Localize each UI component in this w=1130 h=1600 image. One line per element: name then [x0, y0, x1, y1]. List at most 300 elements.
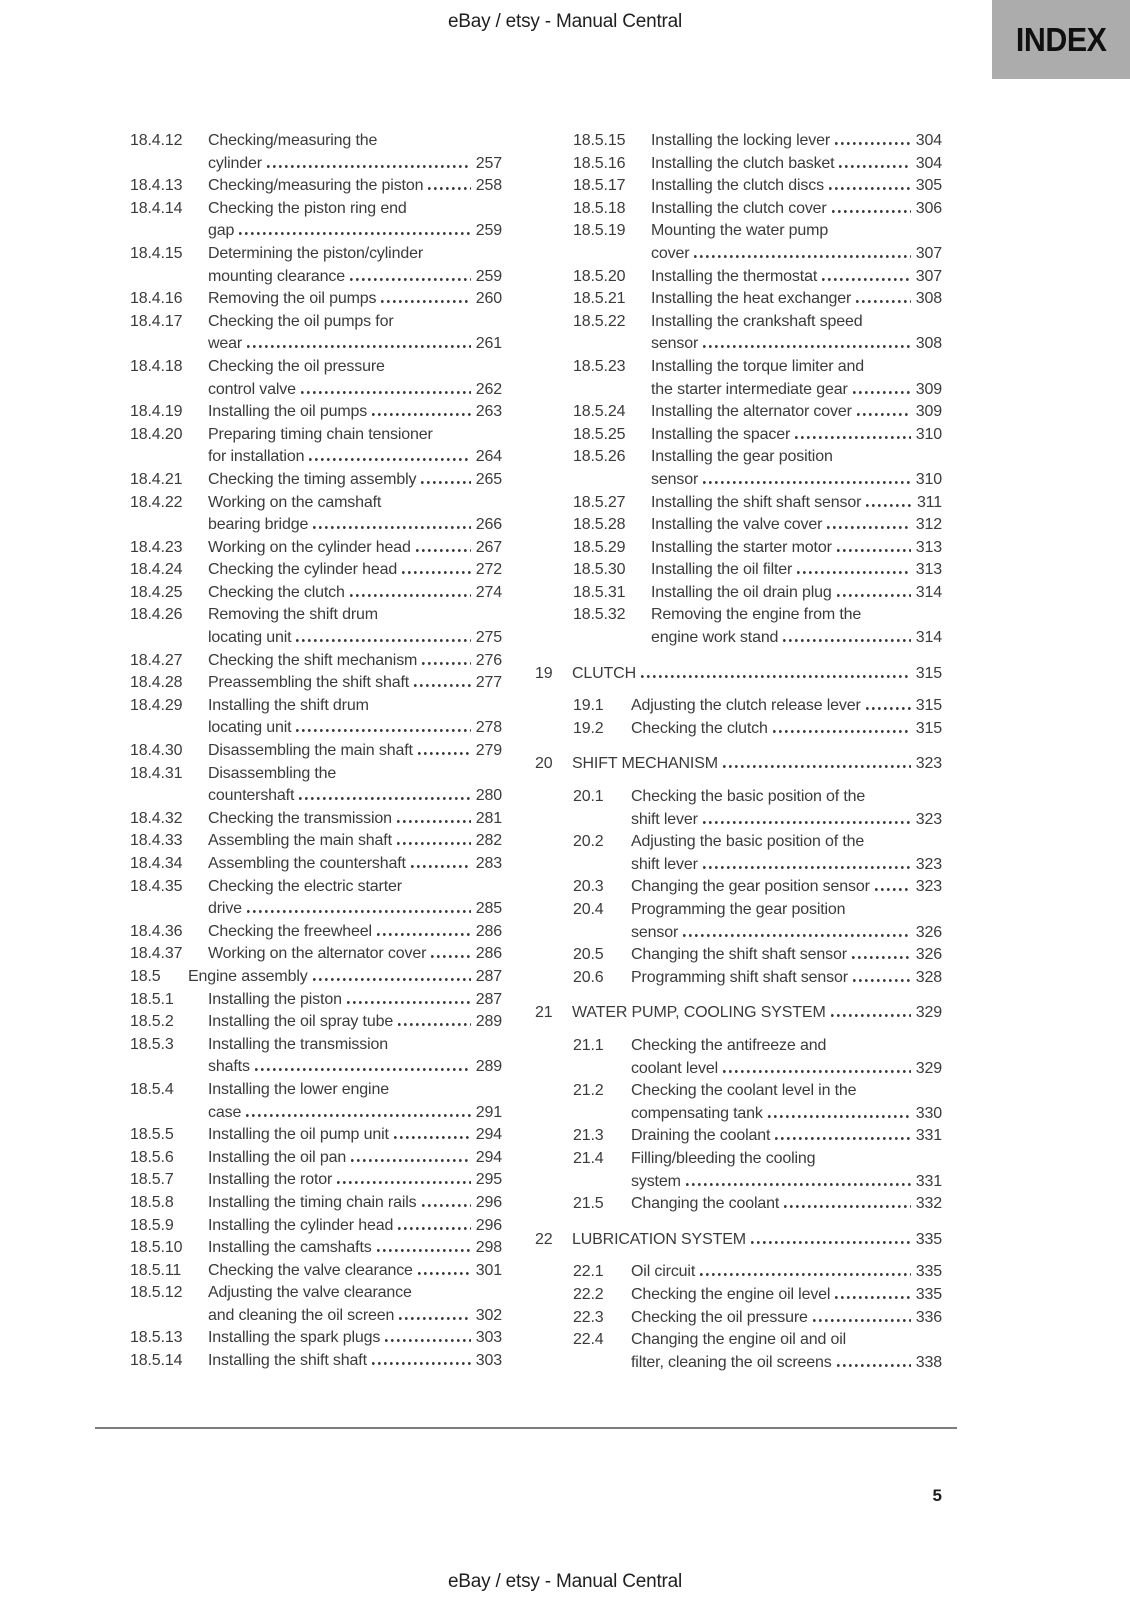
toc-entry-title: Checking the valve clearance: [208, 1261, 413, 1279]
dot-leader: [428, 187, 470, 190]
toc-entry-page: 331: [915, 1127, 942, 1145]
toc-entry-last-line: [651, 514, 942, 537]
toc-entry-number: 21.2: [573, 1082, 604, 1100]
toc-entry-number: 18.5.5: [130, 1126, 174, 1144]
toc-entry-18.5.10: [92, 1237, 502, 1260]
toc-entry-body: [208, 559, 502, 582]
toc-entry-page: 331: [915, 1172, 942, 1190]
toc-entry-page: 303: [475, 1329, 502, 1347]
toc-entry-last-line: [651, 469, 942, 492]
toc-entry-body: [208, 1011, 502, 1034]
toc-entry-title: Installing the rotor: [208, 1171, 333, 1189]
toc-entry-body: [631, 1080, 942, 1125]
toc-entry-body: [208, 1260, 502, 1283]
toc-entry-title: bearing bridge: [208, 516, 309, 534]
toc-entry-18.4.17: [92, 311, 502, 356]
dot-leader: [416, 549, 471, 552]
dot-leader: [394, 1136, 471, 1139]
dot-leader: [350, 278, 471, 281]
toc-entry-number: 20.3: [573, 878, 604, 896]
toc-entry-page: 272: [475, 561, 502, 579]
toc-entry-page: 267: [475, 538, 502, 556]
toc-entry-19.1: [535, 695, 942, 718]
toc-entry-title: LUBRICATION SYSTEM: [572, 1230, 746, 1248]
toc-entry-title-line: Adjusting the basic position of the: [631, 833, 865, 851]
toc-entry-number: 18.4.20: [130, 425, 183, 443]
toc-entry-title: Checking the clutch: [631, 719, 768, 737]
header-document-title: eBay / etsy - Manual Central: [447, 11, 683, 32]
toc-entry-page: 296: [475, 1216, 502, 1234]
toc-entry-20.2: [535, 831, 942, 876]
toc-entry-last-line: [651, 288, 942, 311]
toc-entry-18.5.26: [535, 446, 942, 491]
toc-entry-18.4.14: [92, 198, 502, 243]
toc-entry-body: [208, 1124, 502, 1147]
toc-entry-last-line: [651, 198, 942, 221]
toc-entry-last-line: [651, 175, 942, 198]
toc-entry-page: 303: [475, 1352, 502, 1370]
dot-leader: [686, 1183, 911, 1186]
toc-entry-last-line: [208, 943, 502, 966]
toc-entry-page: 335: [915, 1230, 942, 1248]
toc-entry-body: [208, 1147, 502, 1170]
toc-entry-page: 335: [915, 1285, 942, 1303]
dot-leader: [751, 1241, 911, 1244]
dot-leader: [835, 142, 911, 145]
toc-entry-page: 295: [475, 1171, 502, 1189]
dot-leader: [381, 300, 470, 303]
toc-entry-last-line: [208, 1305, 502, 1328]
toc-entry-18.5.20: [535, 266, 942, 289]
toc-entry-body: [631, 899, 942, 944]
toc-entry-number: 19.2: [573, 719, 604, 737]
toc-entry-number: 18.5.3: [130, 1035, 174, 1053]
toc-entry-18.5.25: [535, 424, 942, 447]
toc-entry-last-line: [208, 650, 502, 673]
toc-entry-number: 21.1: [573, 1036, 604, 1054]
toc-entry-number: 18.4.34: [130, 855, 183, 872]
toc-entry-body: [208, 943, 502, 966]
toc-entry-last-line: [631, 1171, 942, 1194]
toc-entry-body: [631, 876, 942, 899]
dot-leader: [351, 1159, 471, 1162]
toc-entry-body: [208, 288, 502, 311]
dot-leader: [247, 345, 471, 348]
toc-entry-page: 278: [475, 719, 502, 737]
toc-entry-page: 323: [915, 855, 942, 873]
toc-entry-number: 22.3: [573, 1308, 604, 1326]
toc-entry-18.4.37: [92, 943, 502, 966]
toc-entry-title: Adjusting the clutch release lever: [631, 697, 861, 715]
toc-entry-number: 18.5.16: [573, 154, 626, 172]
toc-entry-page: 287: [475, 967, 502, 985]
toc-entry-last-line: [208, 266, 502, 289]
toc-entry-body: [651, 153, 942, 176]
toc-entry-page: 302: [475, 1306, 502, 1324]
dot-leader: [852, 956, 911, 959]
toc-entry-last-line: [208, 220, 502, 243]
toc-entry-body: [208, 469, 502, 492]
toc-entry-18.5.18: [535, 198, 942, 221]
toc-entry-title: the starter intermediate gear: [651, 380, 848, 398]
toc-entry-18.5.24: [535, 401, 942, 424]
dot-leader: [418, 1272, 471, 1275]
toc-entry-page: 289: [475, 1013, 502, 1031]
toc-entry-number: 19: [535, 664, 553, 682]
toc-entry-title-line: Installing the gear position: [651, 448, 833, 466]
toc-entry-22.4: [535, 1329, 942, 1374]
toc-entry-body: [651, 356, 942, 401]
toc-entry-18.4.26: [92, 604, 502, 649]
toc-entry-18.5: [92, 966, 502, 989]
toc-entry-title: locating unit: [208, 629, 292, 647]
toc-entry-18.5.32: [535, 604, 942, 649]
toc-entry-body: [208, 401, 502, 424]
toc-entry-page: 308: [915, 335, 942, 353]
toc-entry-18.4.28: [92, 672, 502, 695]
toc-entry-body: [208, 830, 502, 853]
toc-entry-body: [651, 604, 942, 649]
toc-entry-title-line: Working on the camshaft: [208, 493, 382, 511]
toc-entry-title: mounting clearance: [208, 267, 345, 285]
toc-entry-title: system: [631, 1172, 681, 1190]
toc-entry-last-line: [631, 1193, 942, 1216]
toc-entry-page: 301: [475, 1261, 502, 1279]
dot-leader: [703, 821, 911, 824]
toc-entry-18.4.33: [92, 830, 502, 853]
dot-leader: [775, 1137, 910, 1140]
toc-entry-title: Changing the gear position sensor: [631, 878, 870, 896]
toc-column-left: [92, 130, 502, 1373]
toc-entry-body: [651, 446, 942, 491]
toc-entry-page: 283: [475, 855, 502, 872]
toc-entry-18.4.18: [92, 356, 502, 401]
toc-entry-number: 18.5.2: [130, 1013, 174, 1031]
toc-entry-page: 314: [915, 629, 942, 647]
toc-entry-page: 332: [915, 1195, 942, 1213]
toc-entry-page: 336: [915, 1308, 942, 1326]
toc-entry-body: [572, 663, 942, 686]
toc-entry-number: 18.5.27: [573, 493, 626, 511]
toc-entry-18.5.16: [535, 153, 942, 176]
toc-entry-21.3: [535, 1125, 942, 1148]
toc-entry-title-line: Determining the piston/cylinder: [208, 244, 424, 262]
toc-entry-number: 18.5.18: [573, 199, 626, 217]
toc-entry-last-line: [188, 966, 502, 989]
toc-entry-title: control valve: [208, 380, 296, 398]
toc-entry-body: [631, 695, 942, 718]
toc-entry-18.5.22: [535, 311, 942, 356]
toc-entry-number: 18.4.23: [130, 538, 183, 556]
dot-leader: [398, 1227, 470, 1230]
toc-entry-page: 258: [475, 177, 502, 195]
toc-entry-19.2: [535, 718, 942, 741]
toc-entry-title: CLUTCH: [572, 664, 636, 682]
dot-leader: [301, 391, 471, 394]
toc-entry-19: [535, 663, 942, 686]
toc-entry-page: 286: [475, 922, 502, 940]
toc-entry-title-line: Installing the crankshaft speed: [651, 312, 863, 330]
dot-leader: [402, 571, 471, 574]
toc-entry-page: 296: [475, 1193, 502, 1211]
toc-entry-page: 338: [915, 1353, 942, 1371]
toc-entry-title-line: Installing the torque limiter and: [651, 357, 864, 375]
toc-entry-number: 22.2: [573, 1285, 604, 1303]
toc-entry-body: [631, 786, 942, 831]
dot-leader: [829, 187, 911, 190]
dot-leader: [813, 1319, 911, 1322]
toc-entry-last-line: [208, 853, 502, 876]
toc-entry-title-line: Installing the shift drum: [208, 696, 369, 714]
toc-entry-body: [208, 1079, 502, 1124]
toc-entry-body: [631, 1261, 942, 1284]
toc-entry-body: [208, 175, 502, 198]
toc-entry-last-line: [651, 627, 942, 650]
toc-entry-page: 304: [915, 154, 942, 172]
toc-entry-last-line: [208, 469, 502, 492]
toc-entry-18.4.25: [92, 582, 502, 605]
toc-entry-title-line: Changing the engine oil and oil: [631, 1331, 847, 1349]
toc-entry-page: 304: [915, 132, 942, 149]
toc-entry-number: 18.4.30: [130, 742, 183, 760]
toc-entry-number: 18.5.26: [573, 448, 626, 466]
toc-entry-22.2: [535, 1284, 942, 1307]
toc-entry-title: sensor: [651, 335, 699, 353]
toc-entry-body: [631, 1284, 942, 1307]
toc-entry-number: 18.4.15: [130, 244, 183, 262]
dot-leader: [246, 1114, 471, 1117]
toc-entry-title: cylinder: [208, 154, 262, 172]
toc-entry-last-line: [631, 718, 942, 741]
toc-entry-number: 18.4.21: [130, 470, 183, 488]
toc-entry-page: 323: [915, 755, 942, 773]
toc-entry-page: 305: [915, 177, 942, 195]
dot-leader: [397, 820, 471, 823]
toc-entry-title: Installing the starter motor: [651, 538, 832, 556]
dot-leader: [377, 1249, 471, 1252]
toc-entry-18.4.31: [92, 763, 502, 808]
toc-entry-body: [208, 650, 502, 673]
toc-entry-page: 309: [915, 403, 942, 421]
toc-entry-last-line: [208, 989, 502, 1012]
toc-entry-title: sensor: [631, 923, 679, 941]
dot-leader: [723, 765, 911, 768]
toc-entry-last-line: [208, 1102, 502, 1125]
toc-entry-page: 265: [475, 470, 502, 488]
toc-entry-number: 21.4: [573, 1149, 604, 1167]
toc-entry-number: 18.4.22: [130, 493, 183, 511]
toc-entry-page: 315: [915, 719, 942, 737]
toc-entry-18.4.24: [92, 559, 502, 582]
toc-entry-title: Installing the clutch discs: [651, 177, 824, 195]
toc-entry-page: 311: [916, 493, 942, 511]
toc-entry-18.5.6: [92, 1147, 502, 1170]
toc-entry-title: Installing the valve cover: [651, 516, 823, 534]
toc-entry-18.4.13: [92, 175, 502, 198]
toc-entry-page: 323: [915, 878, 942, 896]
footer-divider: [95, 1427, 957, 1429]
toc-entry-number: 20.1: [573, 788, 604, 806]
toc-entry-body: [631, 1125, 942, 1148]
toc-entry-last-line: [651, 424, 942, 447]
toc-entry-body: [208, 763, 502, 808]
toc-entry-page: 308: [915, 290, 942, 308]
toc-entry-18.4.12: [92, 130, 502, 175]
toc-entry-number: 18.5.21: [573, 290, 626, 308]
toc-entry-last-line: [208, 153, 502, 176]
toc-entry-title: Checking the oil pressure: [631, 1308, 808, 1326]
toc-entry-number: 18.4.29: [130, 696, 183, 714]
toc-entry-number: 18.4.19: [130, 403, 183, 421]
toc-entry-18.5.5: [92, 1124, 502, 1147]
toc-entry-page: 310: [915, 425, 942, 443]
toc-entry-last-line: [208, 898, 502, 921]
toc-entry-title: engine work stand: [651, 629, 779, 647]
toc-entry-title: Installing the camshafts: [208, 1239, 372, 1257]
toc-entry-18.5.27: [535, 492, 942, 515]
toc-entry-last-line: [651, 243, 942, 266]
toc-entry-body: [208, 989, 502, 1012]
toc-entry-page: 291: [475, 1103, 502, 1121]
toc-entry-body: [651, 220, 942, 265]
toc-entry-body: [631, 1193, 942, 1216]
toc-entry-body: [208, 424, 502, 469]
toc-entry-body: [208, 198, 502, 243]
toc-entry-title: Checking the timing assembly: [208, 470, 417, 488]
toc-entry-18.5.8: [92, 1192, 502, 1215]
toc-entry-title: Checking the cylinder head: [208, 561, 398, 579]
toc-entry-body: [651, 198, 942, 221]
toc-entry-18.4.35: [92, 876, 502, 921]
toc-entry-title-line: Removing the shift drum: [208, 606, 378, 624]
toc-entry-last-line: [651, 582, 942, 605]
toc-entry-title: Checking the transmission: [208, 809, 392, 827]
toc-entry-last-line: [631, 695, 942, 718]
toc-entry-body: [188, 966, 502, 989]
toc-entry-page: 289: [475, 1058, 502, 1076]
dot-leader: [694, 255, 910, 258]
dot-leader: [337, 1181, 471, 1184]
dot-leader: [700, 1273, 911, 1276]
toc-entry-title: WATER PUMP, COOLING SYSTEM: [572, 1004, 826, 1022]
toc-entry-last-line: [208, 1056, 502, 1079]
toc-entry-number: 19.1: [573, 697, 604, 715]
toc-entry-page: 310: [915, 470, 942, 488]
toc-entry-page: 307: [915, 244, 942, 262]
dot-leader: [768, 1115, 911, 1118]
toc-entry-last-line: [651, 153, 942, 176]
dot-leader: [267, 165, 471, 168]
dot-leader: [255, 1068, 471, 1071]
toc-entry-title: compensating tank: [631, 1104, 763, 1122]
toc-entry-page: 280: [475, 787, 502, 805]
toc-entry-number: 18.5.1: [130, 990, 174, 1008]
toc-entry-number: 22.4: [573, 1331, 604, 1349]
toc-entry-18.4.30: [92, 740, 502, 763]
toc-entry-last-line: [208, 1192, 502, 1215]
toc-entry-body: [208, 853, 502, 876]
toc-entry-18.5.19: [535, 220, 942, 265]
dot-leader: [853, 979, 911, 982]
dot-leader: [857, 413, 911, 416]
toc-entry-18.4.32: [92, 808, 502, 831]
toc-entry-last-line: [631, 1261, 942, 1284]
dot-leader: [372, 413, 471, 416]
toc-entry-body: [631, 1329, 942, 1374]
toc-entry-page: 279: [475, 742, 502, 760]
toc-entry-body: [651, 130, 942, 153]
toc-entry-last-line: [651, 559, 942, 582]
toc-entry-number: 20.5: [573, 946, 604, 964]
toc-entry-page: 330: [915, 1104, 942, 1122]
toc-entry-title: Assembling the countershaft: [208, 855, 406, 872]
toc-entry-18.4.36: [92, 921, 502, 944]
toc-entry-page: 329: [915, 1059, 942, 1077]
dot-leader: [422, 662, 471, 665]
toc-entry-18.5.17: [535, 175, 942, 198]
dot-leader: [783, 639, 910, 642]
toc-entry-last-line: [208, 1124, 502, 1147]
toc-entry-18.4.15: [92, 243, 502, 288]
dot-leader: [875, 888, 911, 891]
dot-leader: [835, 1296, 910, 1299]
toc-entry-18.4.16: [92, 288, 502, 311]
toc-entry-page: 328: [915, 968, 942, 986]
toc-entry-last-line: [208, 446, 502, 469]
toc-entry-last-line: [208, 1260, 502, 1283]
toc-entry-page: 266: [475, 516, 502, 534]
toc-entry-number: 18.5.28: [573, 516, 626, 534]
toc-entry-last-line: [651, 492, 942, 515]
toc-entry-body: [572, 1002, 942, 1025]
toc-entry-title: Installing the shift shaft sensor: [651, 493, 862, 511]
toc-entry-last-line: [631, 944, 942, 967]
toc-entry-18.5.12: [92, 1282, 502, 1327]
toc-entry-title: shift lever: [631, 855, 698, 873]
toc-entry-title: coolant level: [631, 1059, 718, 1077]
toc-entry-body: [208, 695, 502, 740]
dot-leader: [397, 842, 471, 845]
toc-entry-number: 18.4.26: [130, 606, 183, 624]
toc-entry-body: [208, 582, 502, 605]
toc-entry-last-line: [631, 922, 942, 945]
toc-entry-title: Installing the cylinder head: [208, 1216, 394, 1234]
dot-leader: [723, 1070, 911, 1073]
toc-entry-body: [208, 740, 502, 763]
toc-entry-18.5.13: [92, 1327, 502, 1350]
dot-leader: [822, 278, 911, 281]
toc-entry-page: 294: [475, 1126, 502, 1144]
toc-entry-last-line: [208, 740, 502, 763]
toc-entry-title: Installing the thermostat: [651, 267, 818, 285]
toc-entry-number: 18.4.32: [130, 809, 183, 827]
toc-entry-number: 18.4.14: [130, 199, 183, 217]
toc-entry-title-line: Disassembling the: [208, 764, 337, 782]
toc-entry-21.1: [535, 1035, 942, 1080]
dot-leader: [839, 165, 910, 168]
toc-entry-number: 20.2: [573, 833, 604, 851]
toc-entry-number: 18.5.24: [573, 403, 626, 421]
toc-entry-number: 18.5.10: [130, 1239, 183, 1257]
toc-entry-page: 262: [475, 380, 502, 398]
dot-leader: [856, 300, 911, 303]
toc-entry-page: 286: [475, 945, 502, 963]
toc-entry-title-line: Filling/bleeding the cooling: [631, 1149, 816, 1167]
toc-entry-last-line: [572, 753, 942, 776]
dot-leader: [296, 639, 470, 642]
toc-entry-title: Installing the oil pumps: [208, 403, 368, 421]
toc-entry-body: [208, 356, 502, 401]
